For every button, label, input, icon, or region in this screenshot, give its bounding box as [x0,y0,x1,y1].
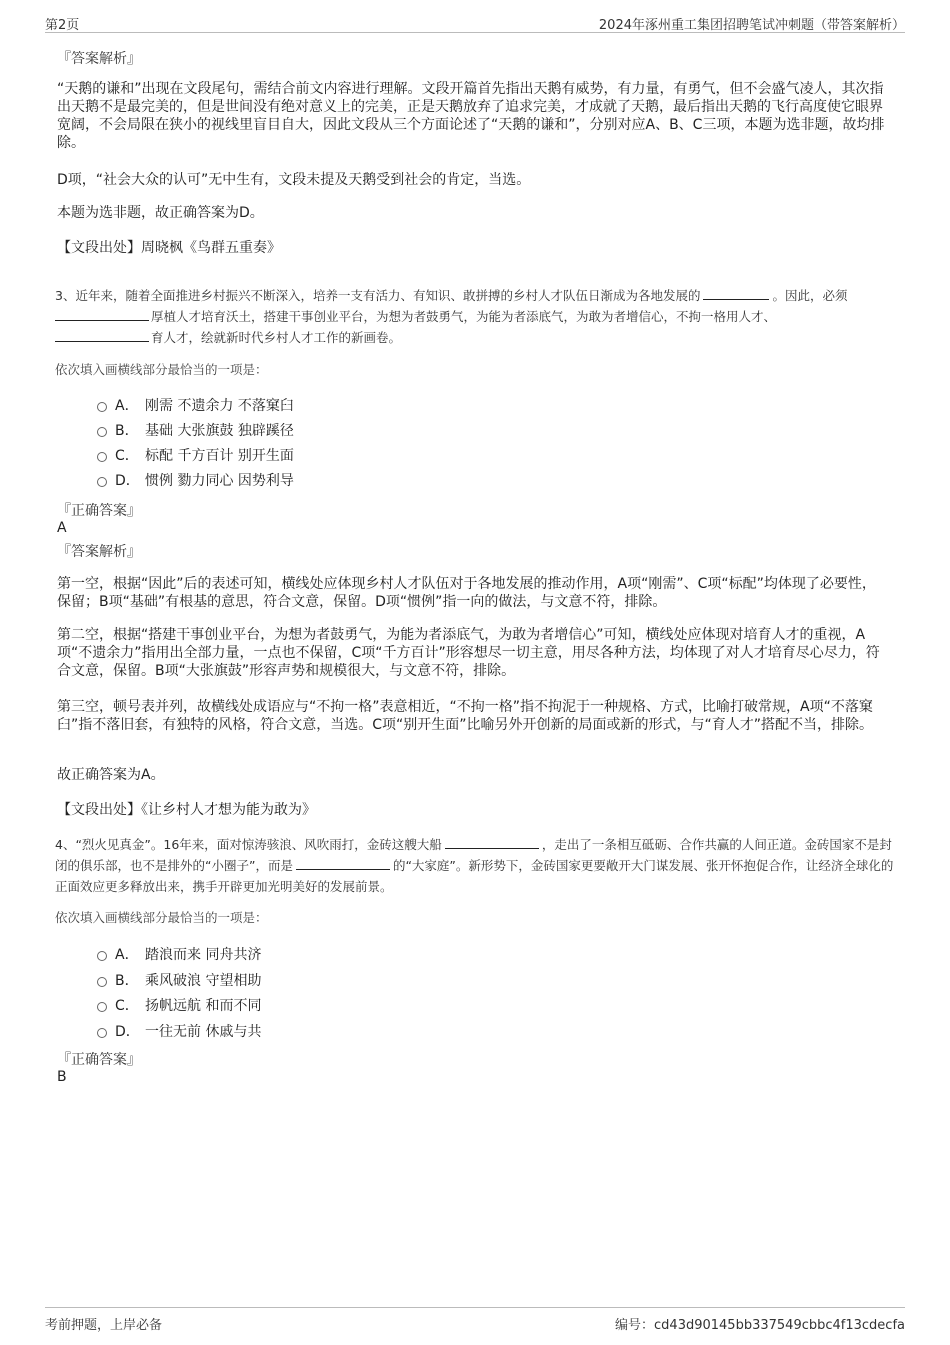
question-prompt: 依次填入画横线部分最恰当的一项是： [55,362,268,377]
analysis-tag: 『答案解析』 [57,51,141,67]
question-stem: 4、“烈火见真金”。16年来，面对惊涛骇浪、风吹雨打，金砖这艘大船 ，走出了一条相互砥砺、合作共赢的人间正道。金砖国家不是封闭的俱乐部，也不是排外的“小圈子”，而是 的“大家庭”。新形势下，金砖国家更要敞开大门谋发展、张开怀抱促合作，让经济全球化的正面效应更多释放出来，携手开辟更加光明美好的发展前景。 [55,834,895,897]
fill-blank [296,855,390,870]
radio-button[interactable] [97,1028,107,1038]
document-title: 2024年涿州重工集团招聘笔试冲刺题（带答案解析） [598,18,905,33]
page-number: 第2页 [45,18,80,33]
passage-source: 【文段出处】周晓枫《鸟群五重奏》 [57,240,281,256]
analysis-paragraph: D项，“社会大众的认可”无中生有，文段未提及天鹅受到社会的肯定，当选。 [57,172,531,188]
document-code: 编号：cd43d90145bb337549cbbc4f13cdecfa [615,1318,905,1333]
correct-answer: B [57,1069,67,1085]
correct-answer: A [57,520,67,536]
correct-answer-tag: 『正确答案』 [57,503,141,519]
analysis-paragraph: “天鹅的谦和”出现在文段尾句，需结合前文内容进行理解。文段开篇首先指出天鹅有威势，有力量，有勇气，但不会盛气凌人，其次指出天鹅不是最完美的，但是世间没有绝对意义上的完美，正是天鹅放弃了追求完美，才成就了天鹅，最后指出天鹅的飞行高度使它眼界宽阔，不会局限在狭小的视线里盲目自大，因此文段从三个方面论述了“天鹅的谦和”，分别对应A、B、C三项，本题为选非题，故均排除。 [57,81,885,151]
analysis-paragraph: 第一空，根据“因此”后的表述可知，横线处应体现乡村人才队伍对于各地发展的推动作用，A项“刚需”、C项“标配”均体现了必要性，保留；B项“基础”有根基的意思，符合文意，保留。D项“惯例”指一向的做法，与文意不符，排除。 [57,576,876,610]
analysis-paragraph: 第二空，根据“搭建干事创业平台，为想为者鼓勇气，为能为者添底气，为敢为者增信心”可知，横线处应体现对培育人才的重视，A项“不遗余力”指用出全部力量，一点也不保留，C项“千方百计”形容想尽一切主意，用尽各种方法，均体现了对人才培育尽心尽力，符合文意，保留。B项“大张旗鼓”形容声势和规模很大，与文意不符，排除。 [57,627,880,679]
radio-button[interactable] [97,402,107,412]
radio-button[interactable] [97,977,107,987]
radio-button[interactable] [97,1002,107,1012]
answer-conclusion: 本题为选非题，故正确答案为D。 [57,205,264,221]
passage-source: 【文段出处】《让乡村人才想为能为敢为》 [57,802,316,818]
question-prompt: 依次填入画横线部分最恰当的一项是： [55,910,268,925]
fill-blank [703,285,769,300]
radio-button[interactable] [97,427,107,437]
question-stem: 3、近年来，随着全面推进乡村振兴不断深入，培养一支有活力、有知识、敢拼搏的乡村人才队伍日渐成为各地发展的 。因此，必须 厚植人才培育沃土，搭建干事创业平台，为想为者鼓勇气，为能为者添底气，为敢为者增信心，不拘一格用人才、 育人才，绘就新时代乡村人才工作的新画卷。 [55,285,895,348]
analysis-tag: 『答案解析』 [57,544,141,560]
page-header [45,10,905,33]
fill-blank [445,834,539,849]
page-footer [45,1307,905,1334]
fill-blank [55,306,149,321]
radio-button[interactable] [97,477,107,487]
fill-blank [55,327,149,342]
correct-answer-tag: 『正确答案』 [57,1052,141,1068]
footer-slogan: 考前押题，上岸必备 [45,1318,163,1333]
radio-button[interactable] [97,951,107,961]
radio-button[interactable] [97,452,107,462]
analysis-paragraph: 第三空，顿号表并列，故横线处成语应与“不拘一格”表意相近，“不拘一格”指不拘泥于一种规格、方式，比喻打破常规，A项“不落窠臼”指不落旧套，有独特的风格，符合文意，当选。C项“别开生面”比喻另外开创新的局面或新的形式，与“育人才”搭配不当，排除。 [57,699,874,733]
answer-conclusion: 故正确答案为A。 [57,767,165,783]
